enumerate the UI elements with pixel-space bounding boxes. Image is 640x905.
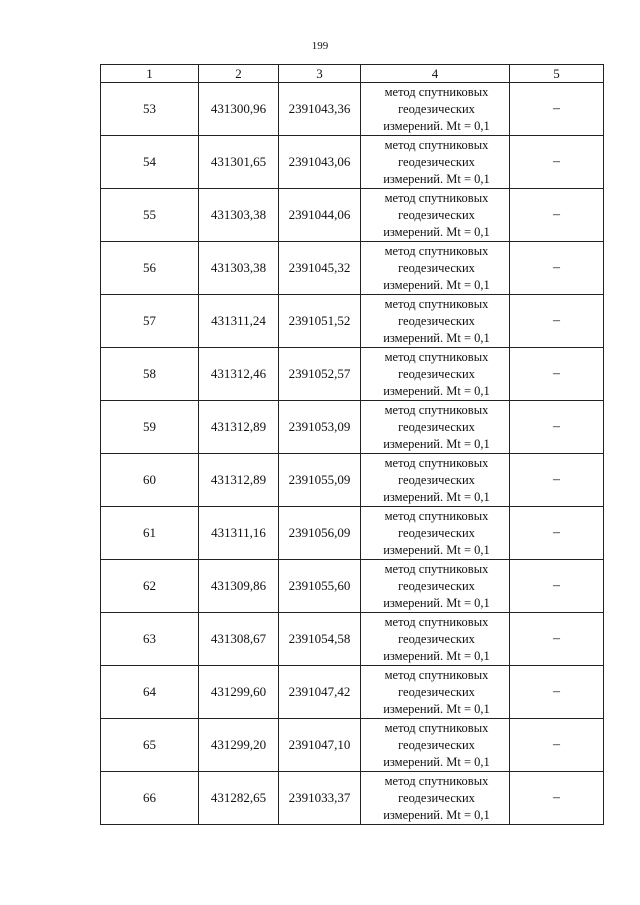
note-dash: – [510, 83, 604, 136]
note-dash: – [510, 348, 604, 401]
coordinate-y: 2391053,09 [279, 401, 361, 454]
method-description [361, 136, 510, 189]
point-number: 58 [101, 348, 199, 401]
method-line-3: измерений. Mt = 0,1 [383, 701, 490, 716]
header-col-1: 1 [101, 65, 199, 83]
note-dash: – [510, 560, 604, 613]
table-row [101, 189, 604, 242]
method-line-2: геодезических [398, 737, 475, 752]
method-line-2: геодезических [398, 419, 475, 434]
coordinate-x: 431308,67 [199, 613, 279, 666]
coordinate-x: 431300,96 [199, 83, 279, 136]
coordinate-x: 431282,65 [199, 772, 279, 825]
coordinate-y: 2391043,06 [279, 136, 361, 189]
coordinate-x: 431312,89 [199, 454, 279, 507]
header-col-2: 2 [199, 65, 279, 83]
header-row [101, 65, 604, 83]
table-row [101, 613, 604, 666]
method-line-3: измерений. Mt = 0,1 [383, 383, 490, 398]
coordinate-y: 2391056,09 [279, 507, 361, 560]
method-line-3: измерений. Mt = 0,1 [383, 648, 490, 663]
method-description [361, 242, 510, 295]
coordinate-x: 431301,65 [199, 136, 279, 189]
coordinate-y: 2391051,52 [279, 295, 361, 348]
coordinate-x: 431299,60 [199, 666, 279, 719]
method-line-3: измерений. Mt = 0,1 [383, 489, 490, 504]
method-line-1: метод спутниковых [384, 349, 489, 364]
method-line-3: измерений. Mt = 0,1 [383, 330, 490, 345]
method-description [361, 348, 510, 401]
method-line-1: метод спутниковых [384, 667, 489, 682]
coordinate-y: 2391055,60 [279, 560, 361, 613]
method-line-2: геодезических [398, 260, 475, 275]
note-dash: – [510, 613, 604, 666]
point-number: 60 [101, 454, 199, 507]
method-line-3: измерений. Mt = 0,1 [383, 118, 490, 133]
method-line-1: метод спутниковых [384, 402, 489, 417]
table-row [101, 136, 604, 189]
note-dash: – [510, 401, 604, 454]
method-line-2: геодезических [398, 313, 475, 328]
coordinate-x: 431309,86 [199, 560, 279, 613]
method-line-1: метод спутниковых [384, 84, 489, 99]
coordinate-y: 2391047,10 [279, 719, 361, 772]
method-line-2: геодезических [398, 631, 475, 646]
method-line-3: измерений. Mt = 0,1 [383, 171, 490, 186]
point-number: 55 [101, 189, 199, 242]
method-description [361, 719, 510, 772]
method-description [361, 189, 510, 242]
note-dash: – [510, 772, 604, 825]
method-description [361, 454, 510, 507]
method-line-3: измерений. Mt = 0,1 [383, 542, 490, 557]
coordinates-table [100, 64, 604, 825]
method-line-1: метод спутниковых [384, 243, 489, 258]
coordinate-y: 2391055,09 [279, 454, 361, 507]
point-number: 64 [101, 666, 199, 719]
method-line-1: метод спутниковых [384, 561, 489, 576]
method-line-1: метод спутниковых [384, 296, 489, 311]
table-row [101, 666, 604, 719]
point-number: 65 [101, 719, 199, 772]
coordinate-x: 431311,24 [199, 295, 279, 348]
table-row [101, 401, 604, 454]
method-description [361, 613, 510, 666]
method-line-1: метод спутниковых [384, 190, 489, 205]
note-dash: – [510, 136, 604, 189]
coordinate-y: 2391045,32 [279, 242, 361, 295]
header-col-3: 3 [279, 65, 361, 83]
method-line-2: геодезических [398, 472, 475, 487]
method-description [361, 401, 510, 454]
coordinate-y: 2391054,58 [279, 613, 361, 666]
point-number: 54 [101, 136, 199, 189]
table-row [101, 348, 604, 401]
point-number: 59 [101, 401, 199, 454]
coordinate-x: 431299,20 [199, 719, 279, 772]
method-line-1: метод спутниковых [384, 773, 489, 788]
point-number: 66 [101, 772, 199, 825]
method-line-2: геодезических [398, 525, 475, 540]
coordinate-y: 2391033,37 [279, 772, 361, 825]
method-line-2: геодезических [398, 790, 475, 805]
method-line-3: измерений. Mt = 0,1 [383, 754, 490, 769]
method-line-1: метод спутниковых [384, 508, 489, 523]
table-row [101, 719, 604, 772]
coordinate-x: 431311,16 [199, 507, 279, 560]
method-description [361, 83, 510, 136]
method-line-3: измерений. Mt = 0,1 [383, 436, 490, 451]
table-row [101, 560, 604, 613]
point-number: 57 [101, 295, 199, 348]
point-number: 61 [101, 507, 199, 560]
point-number: 53 [101, 83, 199, 136]
header-col-5: 5 [510, 65, 604, 83]
coordinate-y: 2391047,42 [279, 666, 361, 719]
point-number: 63 [101, 613, 199, 666]
table-row [101, 507, 604, 560]
note-dash: – [510, 666, 604, 719]
method-line-2: геодезических [398, 154, 475, 169]
method-line-2: геодезических [398, 366, 475, 381]
header-col-4: 4 [361, 65, 510, 83]
table-row [101, 83, 604, 136]
method-description [361, 560, 510, 613]
table-row [101, 242, 604, 295]
method-line-1: метод спутниковых [384, 614, 489, 629]
method-line-1: метод спутниковых [384, 137, 489, 152]
method-line-2: геодезических [398, 684, 475, 699]
method-description [361, 666, 510, 719]
method-line-2: геодезических [398, 207, 475, 222]
coordinate-y: 2391044,06 [279, 189, 361, 242]
method-line-3: измерений. Mt = 0,1 [383, 595, 490, 610]
table-body [101, 83, 604, 825]
note-dash: – [510, 719, 604, 772]
method-description [361, 507, 510, 560]
method-line-2: геодезических [398, 101, 475, 116]
note-dash: – [510, 454, 604, 507]
note-dash: – [510, 242, 604, 295]
page-number: 199 [311, 40, 329, 52]
method-line-3: измерений. Mt = 0,1 [383, 277, 490, 292]
table-row [101, 454, 604, 507]
coordinate-x: 431312,89 [199, 401, 279, 454]
coordinate-x: 431303,38 [199, 189, 279, 242]
coordinate-y: 2391043,36 [279, 83, 361, 136]
method-line-1: метод спутниковых [384, 720, 489, 735]
point-number: 56 [101, 242, 199, 295]
table-row [101, 295, 604, 348]
coordinate-x: 431303,38 [199, 242, 279, 295]
method-line-3: измерений. Mt = 0,1 [383, 807, 490, 822]
coordinate-x: 431312,46 [199, 348, 279, 401]
note-dash: – [510, 507, 604, 560]
method-line-3: измерений. Mt = 0,1 [383, 224, 490, 239]
table-row [101, 772, 604, 825]
method-description [361, 772, 510, 825]
table-header [101, 65, 604, 83]
note-dash: – [510, 295, 604, 348]
method-line-1: метод спутниковых [384, 455, 489, 470]
note-dash: – [510, 189, 604, 242]
coordinate-y: 2391052,57 [279, 348, 361, 401]
point-number: 62 [101, 560, 199, 613]
method-line-2: геодезических [398, 578, 475, 593]
method-description [361, 295, 510, 348]
